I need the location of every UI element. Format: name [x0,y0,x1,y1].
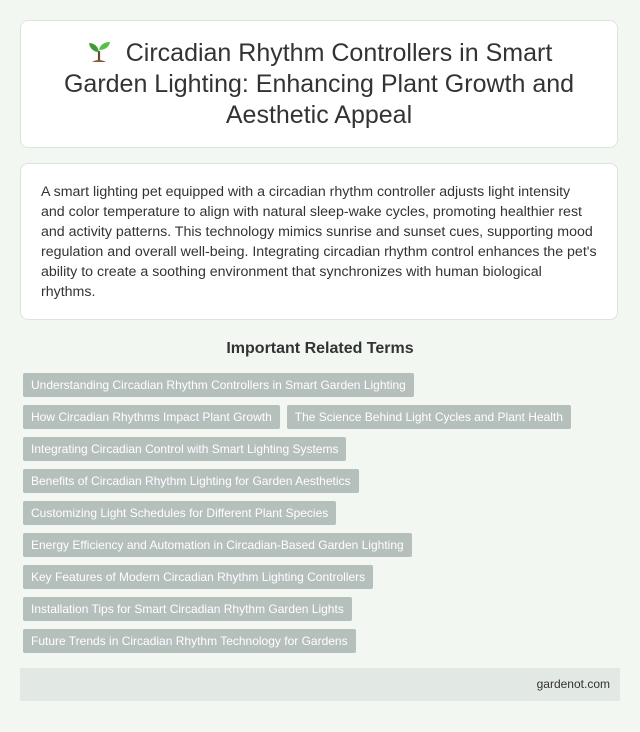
summary-card [20,163,618,320]
seedling-icon [86,38,112,64]
related-term-tag[interactable]: Installation Tips for Smart Circadian Rhythm Garden Lights [23,597,352,621]
related-term-tag[interactable]: Integrating Circadian Control with Smart Lighting Systems [23,437,346,461]
footer [20,668,620,701]
related-term-tag[interactable]: How Circadian Rhythms Impact Plant Growth [23,405,280,429]
summary-text: A smart lighting pet equipped with a circadian rhythm controller adjusts light intensity and color temperature to align with natural sleep-wake cycles, promoting healthier rest and activity patterns. This technology mimics sunrise and sunset cues, supporting mood regulation and overall well-being. Integrating circadian rhythm control enhances the pet's ability to create a soothing environment that synchronizes with human biological rhythms. [41,184,597,300]
related-term-tag[interactable]: Future Trends in Circadian Rhythm Technology for Gardens [23,629,356,653]
related-term-tag[interactable]: Understanding Circadian Rhythm Controllers in Smart Garden Lighting [23,373,414,397]
related-term-tag[interactable]: Key Features of Modern Circadian Rhythm Lighting Controllers [23,565,373,589]
footer-site-link[interactable]: gardenot.com [536,677,610,691]
related-terms-list [23,373,613,661]
related-term-tag[interactable]: Customizing Light Schedules for Different Plant Species [23,501,336,525]
title-card [20,20,618,148]
related-terms-heading: Important Related Terms [226,340,414,357]
page-title-text: Circadian Rhythm Controllers in Smart Garden Lighting: Enhancing Plant Growth and Aesthetic Appeal [63,38,575,129]
related-term-tag[interactable]: Benefits of Circadian Rhythm Lighting for Garden Aesthetics [23,469,359,493]
related-term-tag[interactable]: The Science Behind Light Cycles and Plant Health [287,405,571,429]
page-title [49,38,589,131]
related-term-tag[interactable]: Energy Efficiency and Automation in Circadian-Based Garden Lighting [23,533,412,557]
